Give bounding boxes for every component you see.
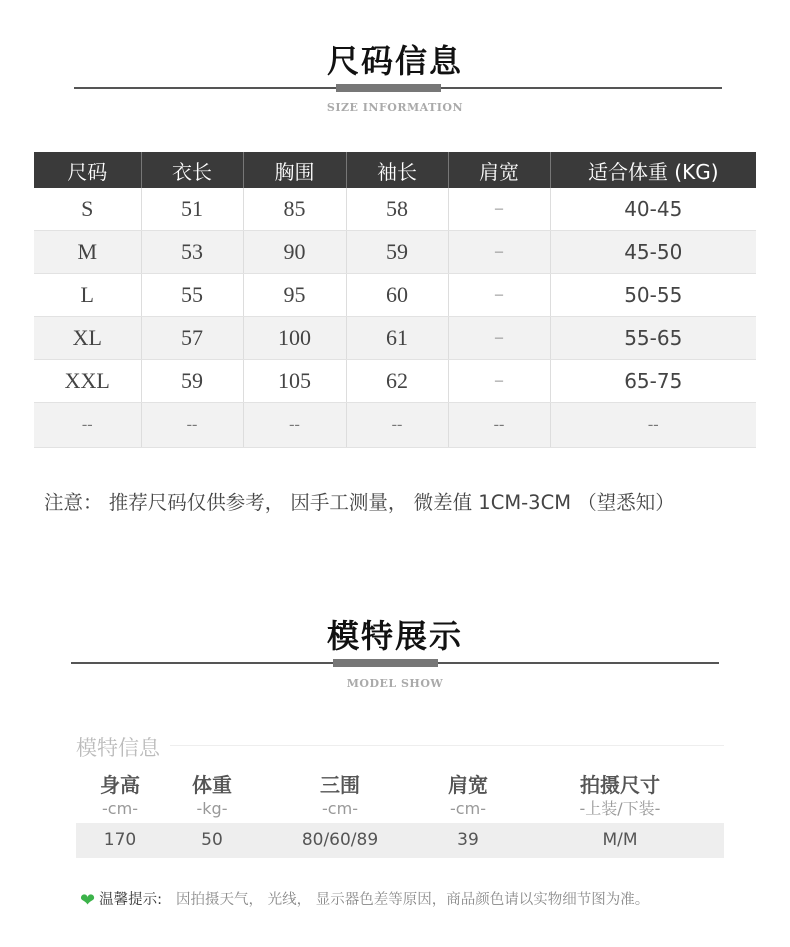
model-col-label: 三围: [320, 773, 360, 797]
cell-weight: 45-50: [550, 231, 756, 274]
model-value-shoulder: 39: [457, 830, 479, 850]
cell-bust: --: [243, 403, 346, 448]
model-section-title: 模特展示: [326, 617, 463, 655]
cell-bust: 85: [243, 188, 346, 231]
cell-shoulder: –: [448, 188, 550, 231]
tip-label: 温馨提示:: [99, 892, 162, 908]
cell-size: XXL: [34, 360, 141, 403]
header-weight: 适合体重 (KG): [550, 152, 756, 188]
cell-sleeve: --: [346, 403, 448, 448]
cell-bust: 105: [243, 360, 346, 403]
cell-shoulder: –: [448, 274, 550, 317]
cell-weight: 65-75: [550, 360, 756, 403]
tip-line: [80, 888, 649, 911]
cell-size: L: [34, 274, 141, 317]
cell-length: 57: [141, 317, 243, 360]
model-col-unit: -上装/下装-: [579, 799, 661, 818]
cell-weight: 55-65: [550, 317, 756, 360]
cell-size: XL: [34, 317, 141, 360]
cell-weight: 50-55: [550, 274, 756, 317]
model-col-label: 肩宽: [448, 773, 488, 797]
header-bust: 胸围: [243, 152, 346, 188]
table-row: [34, 403, 756, 448]
title-divider-bar: [336, 84, 441, 92]
cell-size: M: [34, 231, 141, 274]
cell-shoulder: --: [448, 403, 550, 448]
cell-length: 51: [141, 188, 243, 231]
size-section-title: 尺码信息: [326, 42, 463, 80]
title-divider-bar: [333, 659, 438, 667]
cell-sleeve: 59: [346, 231, 448, 274]
cell-sleeve: 62: [346, 360, 448, 403]
model-col-measurements: [280, 772, 400, 820]
model-info-heading-line: [170, 745, 724, 746]
size-note: 注意： 推荐尺码仅供参考， 因手工测量， 微差值 1CM-3CM （望悉知）: [44, 491, 675, 514]
cell-size: --: [34, 403, 141, 448]
model-col-unit: -cm-: [102, 799, 138, 818]
cell-length: 53: [141, 231, 243, 274]
cell-shoulder: –: [448, 360, 550, 403]
heart-icon: ❤: [80, 890, 96, 911]
model-col-unit: -kg-: [196, 799, 228, 818]
table-row: [34, 274, 756, 317]
model-value-shoot-size: M/M: [602, 830, 638, 850]
table-row: [34, 188, 756, 231]
model-col-label: 拍摄尺寸: [580, 773, 660, 797]
model-col-shoulder: [428, 772, 508, 820]
cell-length: 59: [141, 360, 243, 403]
size-table: [34, 152, 756, 448]
cell-sleeve: 60: [346, 274, 448, 317]
table-row: [34, 231, 756, 274]
header-length: 衣长: [141, 152, 243, 188]
model-section-subtitle: MODEL SHOW: [346, 677, 444, 690]
model-value-height: 170: [103, 830, 137, 850]
cell-bust: 90: [243, 231, 346, 274]
cell-size: S: [34, 188, 141, 231]
cell-shoulder: –: [448, 317, 550, 360]
model-info-heading: 模特信息: [76, 736, 160, 760]
cell-shoulder: –: [448, 231, 550, 274]
cell-length: 55: [141, 274, 243, 317]
model-col-shoot-size: [550, 772, 690, 820]
model-value-weight: 50: [201, 830, 223, 850]
header-sleeve: 袖长: [346, 152, 448, 188]
cell-sleeve: 61: [346, 317, 448, 360]
size-table-header-row: [34, 152, 756, 188]
header-size: 尺码: [34, 152, 141, 188]
header-shoulder: 肩宽: [448, 152, 550, 188]
cell-weight: --: [550, 403, 756, 448]
table-row: [34, 317, 756, 360]
size-section-subtitle: SIZE INFORMATION: [326, 101, 464, 114]
cell-bust: 95: [243, 274, 346, 317]
model-value-measurements: 80/60/89: [301, 830, 379, 850]
cell-sleeve: 58: [346, 188, 448, 231]
cell-length: --: [141, 403, 243, 448]
table-row: [34, 360, 756, 403]
model-col-weight: [172, 772, 252, 820]
model-col-label: 身高: [100, 773, 140, 797]
model-col-height: [80, 772, 160, 820]
model-col-unit: -cm-: [450, 799, 486, 818]
cell-weight: 40-45: [550, 188, 756, 231]
tip-text: 因拍摄天气， 光线， 显示器色差等原因，商品颜色请以实物细节图为准。: [175, 892, 650, 908]
model-col-unit: -cm-: [322, 799, 358, 818]
cell-bust: 100: [243, 317, 346, 360]
model-col-label: 体重: [192, 773, 232, 797]
